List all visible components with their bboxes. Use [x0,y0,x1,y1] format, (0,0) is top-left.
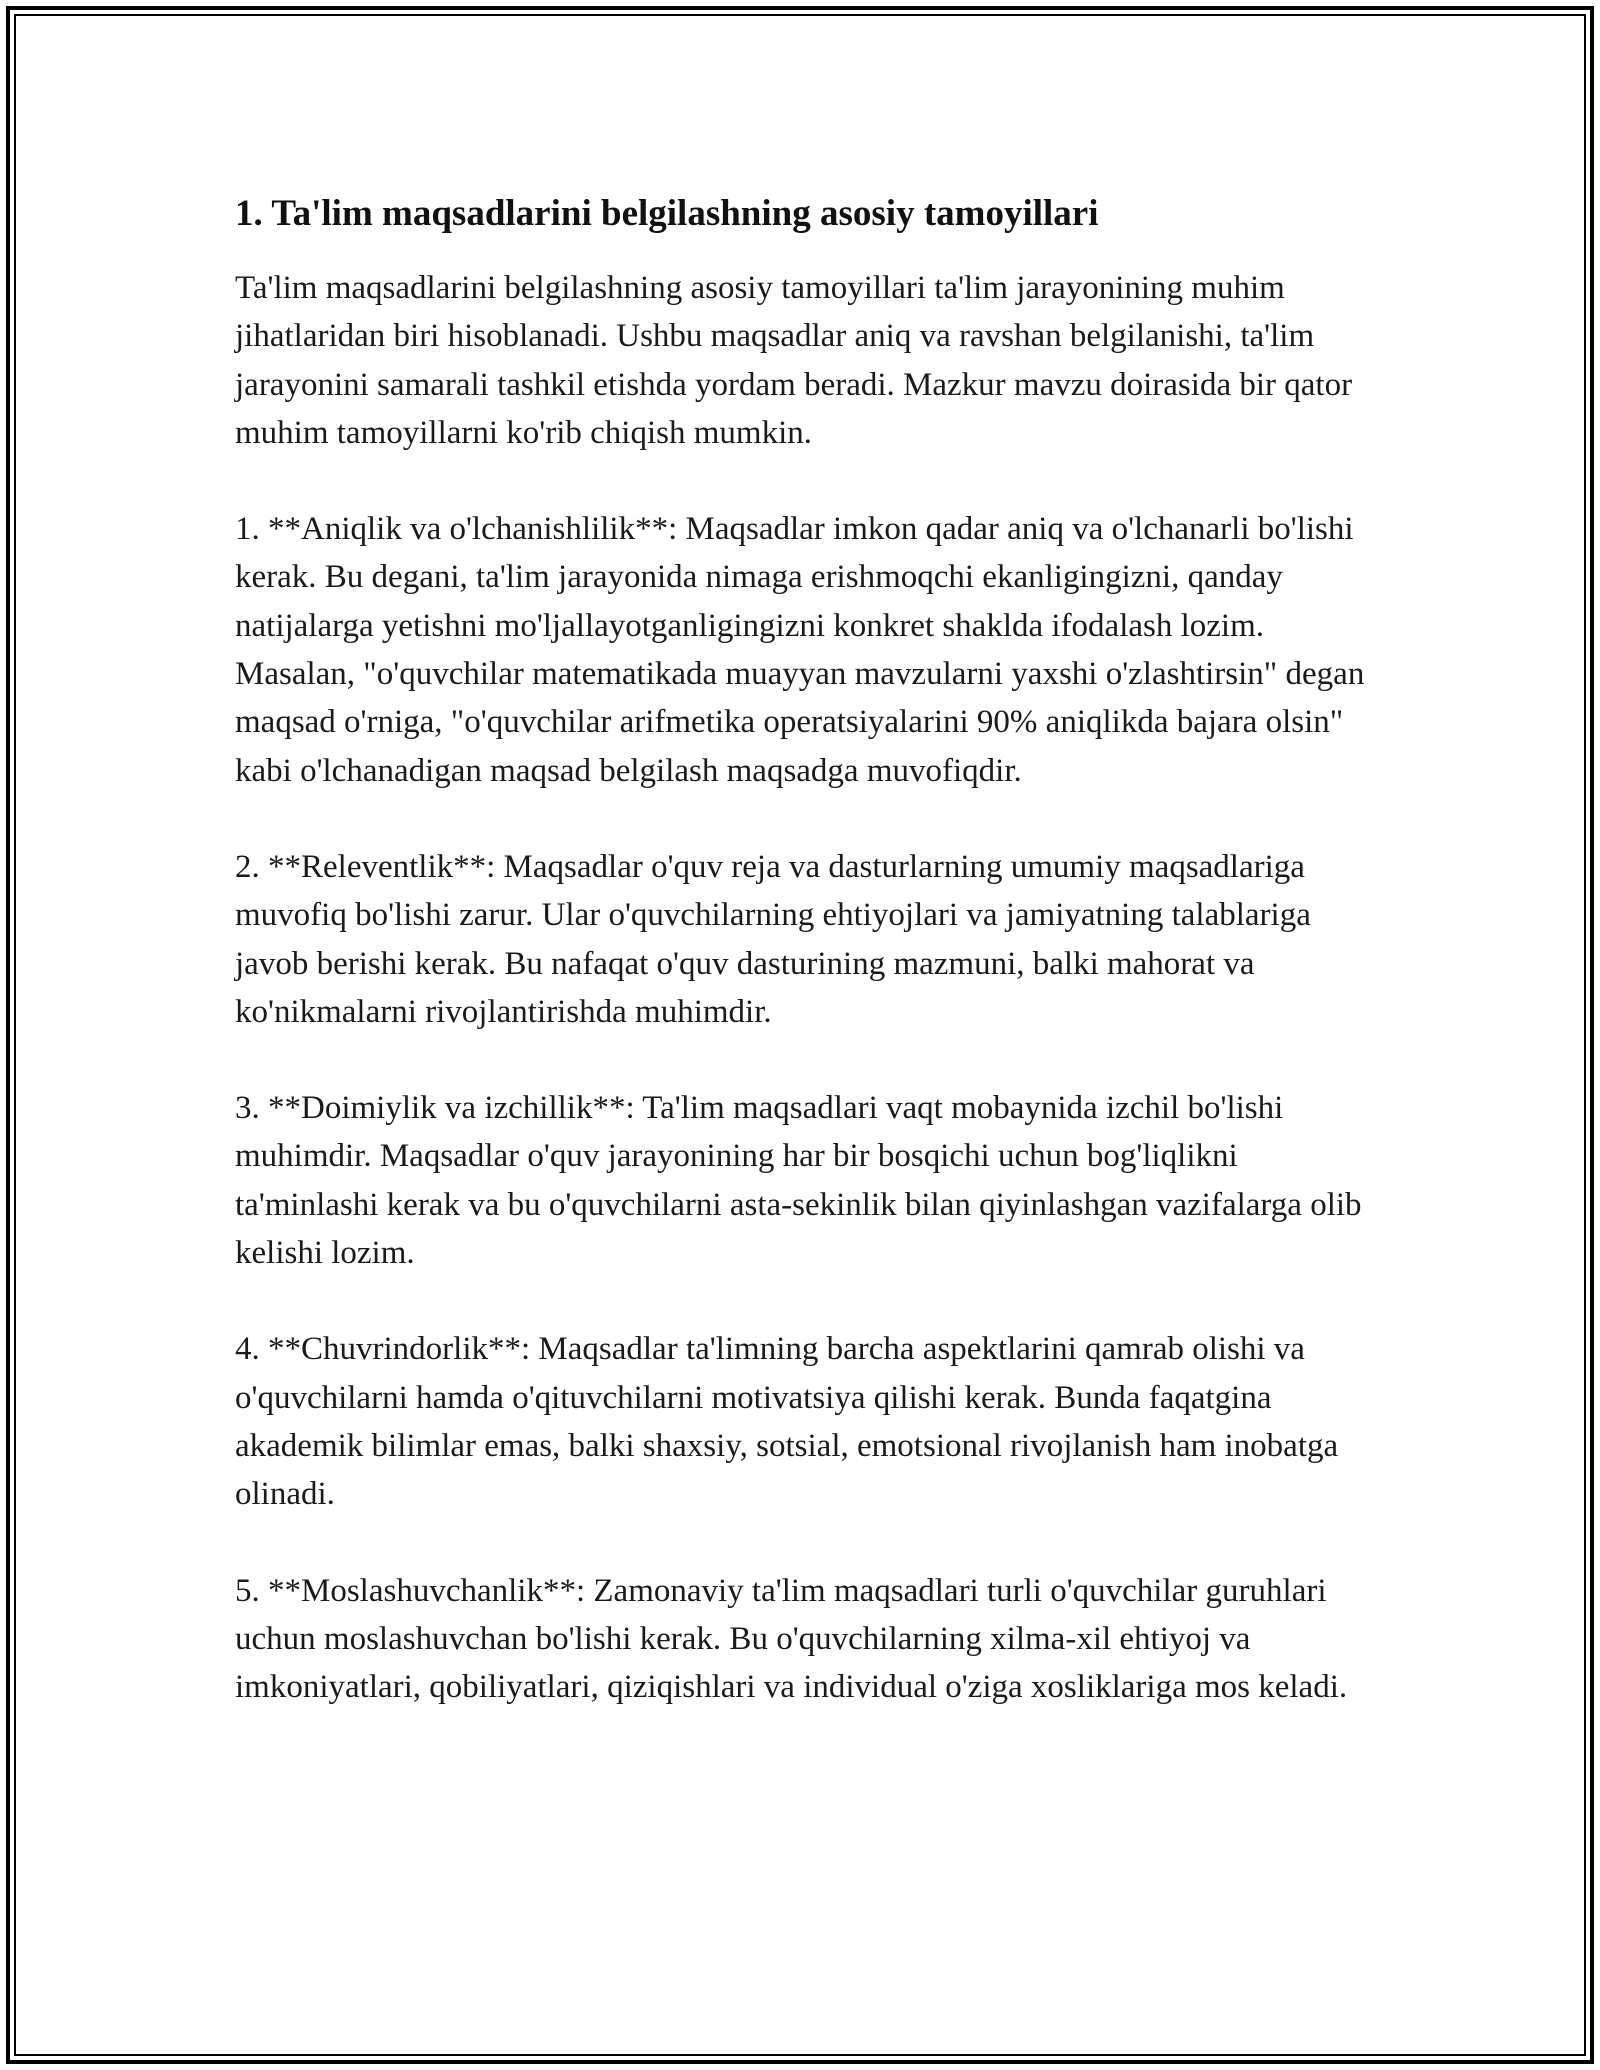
principle-3-paragraph: 3. **Doimiylik va izchillik**: Ta'lim maqsadlari vaqt mobaynida izchil bo'lishi muhimdir. Maqsadlar o'quv jarayonining har bir bosqichi uchun bog'liqlikni ta'minlashi kerak va bu o'quvchilarni asta-sekinlik bilan qiyinlashgan vazifalarga olib kelishi lozim. [235,1090,1362,1272]
document-body [235,188,1375,1759]
principle-5-paragraph: 5. **Moslashuvchanlik**: Zamonaviy ta'lim maqsadlari turli o'quvchilar guruhlari uchun moslashuvchan bo'lishi kerak. Bu o'quvchilarning xilma-xil ehtiyoj va imkoniyatlari, qobiliyatlari, qiziqishlari va individual o'ziga xosliklariga mos keladi. [235,1572,1348,1706]
intro-paragraph: Ta'lim maqsadlarini belgilashning asosiy tamoyillari ta'lim jarayonining muhim jihatlaridan biri hisoblanadi. Ushbu maqsadlar aniq va ravshan belgilanishi, ta'lim jarayonini samarali tashkil etishda yordam beradi. Mazkur mavzu doirasida bir qator muhim tamoyillarni ko'rib chiqish mumkin. [235,270,1353,451]
principle-4-paragraph: 4. **Chuvrindorlik**: Maqsadlar ta'limning barcha aspektlarini qamrab olishi va o'quvchilarni hamda o'qituvchilarni motivatsiya qilishi kerak. Bunda faqatgina akademik bilimlar emas, balki shaxsiy, sotsial, emotsional rivojlanish ham inobatga olinadi. [235,1331,1339,1513]
principle-1-paragraph: 1. **Aniqlik va o'lchanishlilik**: Maqsadlar imkon qadar aniq va o'lchanarli bo'lishi kerak. Bu degani, ta'lim jarayonida nimaga erishmoqchi ekanligingizni, qanday natijalarga yetishni mo'ljallayotganligingizni konkret shaklda ifodalash lozim. Masalan, "o'quvchilar matematikada muayyan mavzularni yaxshi o'zlashtirsin" degan maqsad o'rniga, "o'quvchilar arifmetika operatsiyalarini 90% aniqlikda bajara olsin" kabi o'lchanadigan maqsad belgilash maqsadga muvofiqdir. [235,511,1365,789]
document-title: 1. Ta'lim maqsadlarini belgilashning asosiy tamoyillari [235,193,1099,234]
principle-2-paragraph: 2. **Releventlik**: Maqsadlar o'quv reja va dasturlarning umumiy maqsadlariga muvofiq bo'lishi zarur. Ular o'quvchilarning ehtiyojlari va jamiyatning talablariga javob berishi kerak. Bu nafaqat o'quv dasturining mazmuni, balki mahorat va ko'nikmalarni rivojlantirishda muhimdir. [235,848,1311,1030]
